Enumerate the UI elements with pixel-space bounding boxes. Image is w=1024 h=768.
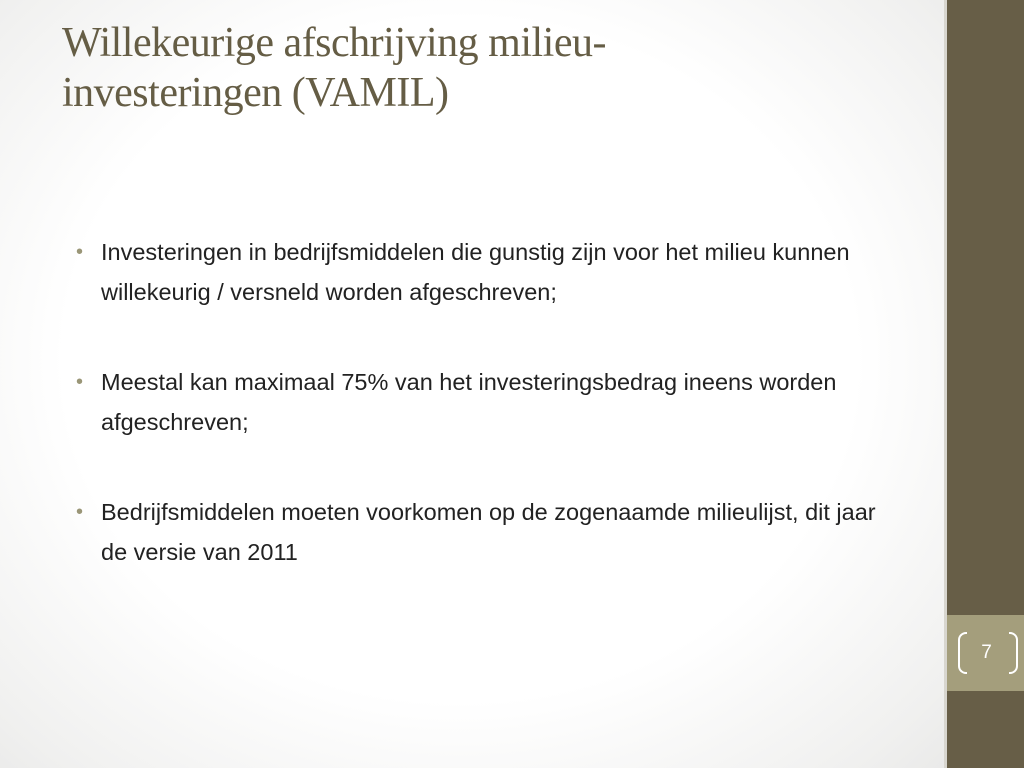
bullet-text: Bedrijfsmiddelen moeten voorkomen op de zogenaamde milieulijst, dit jaar de versie van 2011 xyxy=(101,499,876,565)
bullet-text: Investeringen in bedrijfsmiddelen die gunstig zijn voor het milieu kunnen willekeurig / versneld worden afgeschreven; xyxy=(101,239,850,305)
bullet-dot-icon: • xyxy=(76,371,84,393)
bullet-list xyxy=(76,232,906,622)
bullet-item xyxy=(76,362,906,442)
bullet-item xyxy=(76,492,906,572)
page-number: 7 xyxy=(981,642,992,663)
bullet-dot-icon: • xyxy=(76,501,84,523)
slide-title xyxy=(62,18,922,118)
slide-title-line-1: Willekeurige afschrijving milieu- xyxy=(62,20,606,66)
bullet-item xyxy=(76,232,906,312)
slide-title-line-2: investeringen (VAMIL) xyxy=(62,70,449,116)
bullet-text: Meestal kan maximaal 75% van het investeringsbedrag ineens worden afgeschreven; xyxy=(101,369,837,435)
bullet-dot-icon: • xyxy=(76,241,84,263)
page-number-badge xyxy=(947,615,1024,691)
